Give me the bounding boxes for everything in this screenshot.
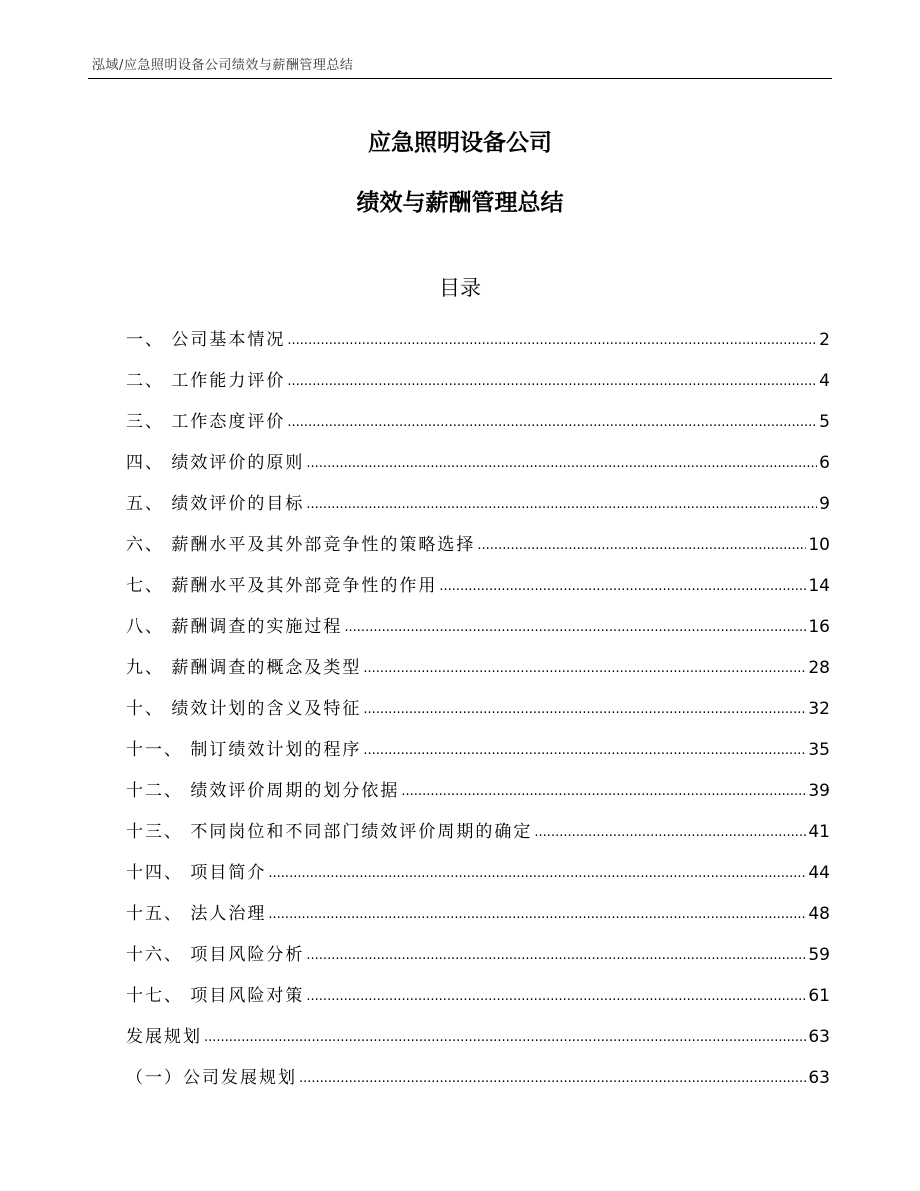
toc-entry-page: 2: [819, 330, 830, 350]
toc-entry-page: 9: [819, 494, 830, 514]
toc-entry-label: 十六、 项目风险分析: [126, 945, 305, 965]
toc-entry-label: 十一、 制订绩效计划的程序: [126, 740, 362, 760]
toc-entry[interactable]: [126, 771, 830, 812]
header-divider: [88, 78, 832, 79]
toc-entry[interactable]: [126, 566, 830, 607]
toc-entry-label: 十四、 项目简介: [126, 863, 267, 883]
toc-entry-label: 十七、 项目风险对策: [126, 986, 305, 1006]
toc-entry-label: 一、 公司基本情况: [126, 330, 286, 350]
toc-entry-page: 63: [808, 1068, 830, 1088]
toc-leader-dots: [287, 402, 817, 443]
document-title-line-2: 绩效与薪酬管理总结: [356, 190, 564, 216]
toc-entry[interactable]: [126, 320, 830, 361]
toc-entry[interactable]: [126, 607, 830, 648]
toc-leader-dots: [477, 525, 806, 566]
toc-leader-dots: [204, 1017, 806, 1058]
toc-entry-page: 32: [808, 699, 830, 719]
toc-entry[interactable]: [126, 894, 830, 935]
toc-entry-page: 41: [808, 822, 830, 842]
toc-entry[interactable]: [126, 935, 830, 976]
toc-entry-page: 48: [808, 904, 830, 924]
toc-entry[interactable]: [126, 443, 830, 484]
document-title-line-1: 应急照明设备公司: [368, 130, 552, 156]
toc-entry-page: 6: [819, 453, 830, 473]
toc-entry-label: （一）公司发展规划: [126, 1068, 297, 1088]
toc-entry-page: 5: [819, 412, 830, 432]
toc-entry[interactable]: [126, 730, 830, 771]
toc-entry-label: 十三、 不同岗位和不同部门绩效评价周期的确定: [126, 822, 533, 842]
toc-entry-label: 十、 绩效计划的含义及特征: [126, 699, 362, 719]
toc-entry-page: 61: [808, 986, 830, 1006]
toc-entry-page: 63: [808, 1027, 830, 1047]
toc-entry[interactable]: [126, 812, 830, 853]
toc-entry-page: 14: [808, 576, 830, 596]
toc-leader-dots: [344, 607, 806, 648]
toc-leader-dots: [287, 361, 817, 402]
toc-entry-page: 10: [808, 535, 830, 555]
toc-leader-dots: [268, 853, 806, 894]
toc-entry[interactable]: [126, 853, 830, 894]
toc-entry[interactable]: [126, 689, 830, 730]
toc-entry-page: 35: [808, 740, 830, 760]
running-header: 泓域/应急照明设备公司绩效与薪酬管理总结: [92, 58, 354, 73]
toc-heading: 目录: [439, 276, 481, 300]
toc-entry[interactable]: [126, 648, 830, 689]
toc-leader-dots: [401, 771, 806, 812]
toc-entry-label: 十二、 绩效评价周期的划分依据: [126, 781, 400, 801]
toc-entry-label: 八、 薪酬调查的实施过程: [126, 617, 343, 637]
table-of-contents: [126, 320, 830, 1099]
toc-entry[interactable]: [126, 402, 830, 443]
toc-leader-dots: [287, 320, 817, 361]
toc-leader-dots: [363, 648, 806, 689]
toc-entry[interactable]: [126, 976, 830, 1017]
toc-entry-page: 44: [808, 863, 830, 883]
toc-entry-page: 16: [808, 617, 830, 637]
toc-leader-dots: [306, 443, 817, 484]
toc-entry[interactable]: [126, 484, 830, 525]
toc-leader-dots: [534, 812, 806, 853]
toc-entry-page: 59: [808, 945, 830, 965]
toc-leader-dots: [306, 484, 817, 525]
toc-leader-dots: [439, 566, 806, 607]
toc-entry-label: 七、 薪酬水平及其外部竞争性的作用: [126, 576, 438, 596]
toc-entry-label: 发展规划: [126, 1027, 202, 1047]
toc-entry-label: 六、 薪酬水平及其外部竞争性的策略选择: [126, 535, 476, 555]
toc-entry-page: 28: [808, 658, 830, 678]
toc-entry-label: 三、 工作态度评价: [126, 412, 286, 432]
toc-leader-dots: [268, 894, 806, 935]
toc-entry[interactable]: [126, 1058, 830, 1099]
toc-entry-page: 4: [819, 371, 830, 391]
toc-entry-label: 四、 绩效评价的原则: [126, 453, 305, 473]
toc-entry-page: 39: [808, 781, 830, 801]
toc-leader-dots: [306, 976, 806, 1017]
toc-leader-dots: [306, 935, 806, 976]
toc-entry[interactable]: [126, 525, 830, 566]
toc-leader-dots: [363, 730, 806, 771]
toc-entry[interactable]: [126, 361, 830, 402]
toc-leader-dots: [299, 1058, 806, 1099]
toc-entry-label: 十五、 法人治理: [126, 904, 267, 924]
toc-entry-label: 五、 绩效评价的目标: [126, 494, 305, 514]
toc-entry-label: 九、 薪酬调查的概念及类型: [126, 658, 362, 678]
toc-entry[interactable]: [126, 1017, 830, 1058]
toc-leader-dots: [363, 689, 806, 730]
toc-entry-label: 二、 工作能力评价: [126, 371, 286, 391]
